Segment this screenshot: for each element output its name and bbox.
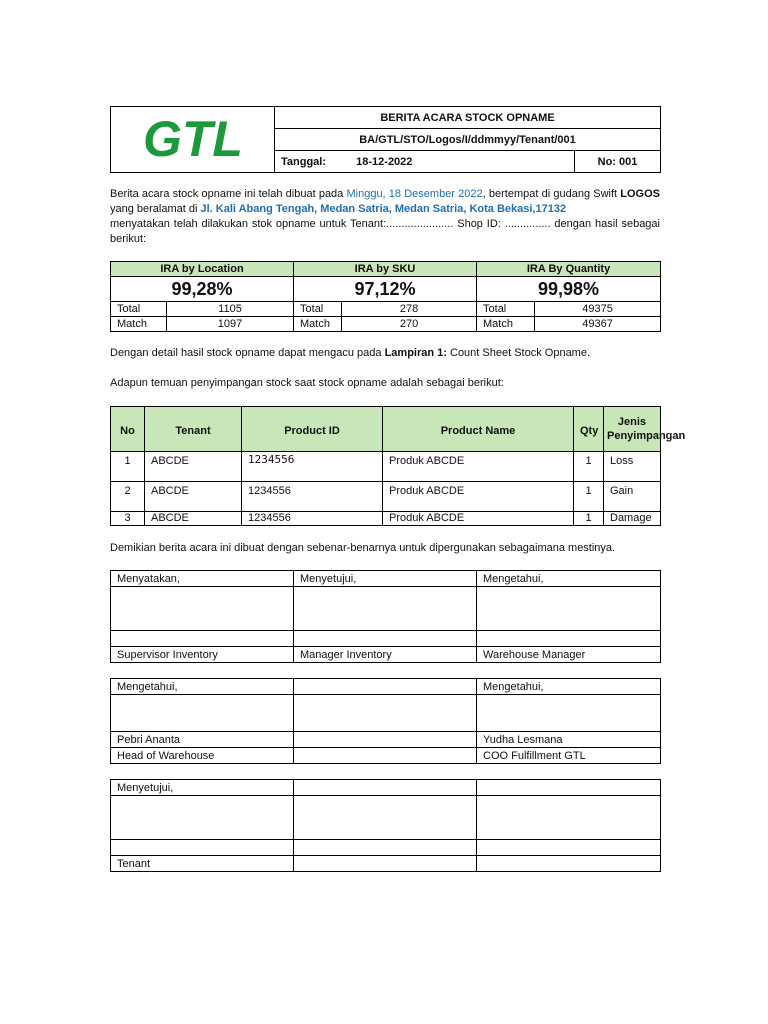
- intro-text-b: , bertempat di gudang Swift: [482, 188, 621, 200]
- row-no: 3: [111, 512, 145, 526]
- doc-title: BERITA ACARA STOCK OPNAME: [275, 107, 661, 129]
- signature-blank: [294, 856, 477, 872]
- signature-space: [477, 695, 661, 732]
- ira-total-label: Total: [294, 302, 342, 317]
- row-product-id: 1234556: [242, 512, 383, 526]
- col-header-qty: Qty: [574, 407, 604, 452]
- row-product-id: 1234556: [242, 482, 383, 512]
- signature-blank: [294, 679, 477, 695]
- header-table: [110, 106, 661, 173]
- table-row: [111, 452, 661, 482]
- signature-table-3: [110, 779, 661, 872]
- signature-blank: [294, 780, 477, 796]
- signature-space: [294, 796, 477, 840]
- gtl-logo-icon: [123, 110, 263, 166]
- row-qty: 1: [574, 452, 604, 482]
- signature-space: [111, 695, 294, 732]
- ira-quantity-value: 99,98%: [477, 277, 661, 302]
- col-header-no: No: [111, 407, 145, 452]
- row-product-name: Produk ABCDE: [383, 452, 574, 482]
- signature-table-1: [110, 570, 661, 663]
- col-header-product-id: Product ID: [242, 407, 383, 452]
- intro-paragraph: [110, 187, 660, 217]
- signature-blank: [294, 732, 477, 748]
- doc-no: No: 001: [575, 151, 661, 173]
- ira-match-label: Match: [477, 317, 535, 332]
- intro-date: Minggu, 18 Desember 2022: [346, 188, 483, 200]
- role-head-warehouse: Head of Warehouse: [111, 748, 294, 764]
- role-warehouse-manager: Warehouse Manager: [477, 647, 661, 663]
- signature-blank: [477, 856, 661, 872]
- ira-location-value: 99,28%: [111, 277, 294, 302]
- ira-total-label: Total: [477, 302, 535, 317]
- intro-text-a: Berita acara stock opname ini telah dibuat pada: [110, 188, 347, 200]
- row-no: 2: [111, 482, 145, 512]
- sign-acknowledge-label: Mengetahui,: [477, 571, 661, 587]
- signature-name-blank: [477, 631, 661, 647]
- date-label: Tanggal:: [281, 155, 327, 168]
- signature-blank: [477, 780, 661, 796]
- ira-sku-label: IRA by SKU: [294, 262, 477, 277]
- row-product-id: 1234556: [242, 452, 383, 482]
- role-tenant: Tenant: [111, 856, 294, 872]
- role-coo: COO Fulfillment GTL: [477, 748, 661, 764]
- col-header-deviation-type: Jenis Penyimpangan: [604, 407, 661, 452]
- row-tenant: ABCDE: [145, 512, 242, 526]
- signature-name-blank: [294, 631, 477, 647]
- signer-name-coo: Yudha Lesmana: [477, 732, 661, 748]
- ira-match-label: Match: [111, 317, 167, 332]
- row-product-name: Produk ABCDE: [383, 512, 574, 526]
- signature-name-blank: [477, 840, 661, 856]
- ira-location-label: IRA by Location: [111, 262, 294, 277]
- sign-declare-label: Menyatakan,: [111, 571, 294, 587]
- signature-table-2: [110, 678, 661, 764]
- row-tenant: ABCDE: [145, 482, 242, 512]
- role-supervisor-inventory: Supervisor Inventory: [111, 647, 294, 663]
- signature-name-blank: [294, 840, 477, 856]
- ira-quantity-label: IRA By Quantity: [477, 262, 661, 277]
- row-deviation-type: Loss: [604, 452, 661, 482]
- date-cell: [275, 151, 575, 173]
- logo-text: GTL: [142, 111, 243, 166]
- logo-cell: [111, 107, 275, 173]
- ira-sku-value: 97,12%: [294, 277, 477, 302]
- signature-space: [477, 587, 661, 631]
- signature-space: [111, 796, 294, 840]
- table-row: [111, 512, 661, 526]
- sign-approve-label: Menyetujui,: [111, 780, 294, 796]
- detail-paragraph: [110, 346, 660, 361]
- signature-space: [477, 796, 661, 840]
- detail-text-c: Count Sheet Stock Opname.: [446, 347, 591, 359]
- signature-space: [294, 695, 477, 732]
- sign-approve-label: Menyetujui,: [294, 571, 477, 587]
- detail-attachment: Lampiran 1:: [384, 347, 447, 359]
- deviation-table: [110, 406, 686, 526]
- ira-location-match: 1097: [167, 317, 294, 332]
- role-manager-inventory: Manager Inventory: [294, 647, 477, 663]
- row-qty: 1: [574, 482, 604, 512]
- signature-name-blank: [111, 840, 294, 856]
- signature-space: [294, 587, 477, 631]
- findings-intro: Adapun temuan penyimpangan stock saat stock opname adalah sebagai berikut:: [110, 377, 504, 389]
- detail-text-a: Dengan detail hasil stock opname dapat mengacu pada: [110, 347, 385, 359]
- intro-address: Jl. Kali Abang Tengah, Medan Satria, Medan Satria, Kota Bekasi,17132: [200, 203, 567, 215]
- ira-sku-total: 278: [342, 302, 477, 317]
- ira-quantity-match: 49367: [535, 317, 661, 332]
- signature-space: [111, 587, 294, 631]
- intro-paragraph-2: menyatakan telah dilakukan stok opname untuk Tenant:...................... Shop ID: ............... dengan hasil sebagai berikut:: [110, 218, 660, 245]
- col-header-product-name: Product Name: [383, 407, 574, 452]
- signer-name-head-warehouse: Pebri Ananta: [111, 732, 294, 748]
- row-product-name: Produk ABCDE: [383, 482, 574, 512]
- row-no: 1: [111, 452, 145, 482]
- intro-text-c: yang beralamat di: [110, 203, 201, 215]
- row-deviation-type: Gain: [604, 482, 661, 512]
- sign-acknowledge-label: Mengetahui,: [477, 679, 661, 695]
- col-header-tenant: Tenant: [145, 407, 242, 452]
- ira-match-label: Match: [294, 317, 342, 332]
- date-value: 18-12-2022: [356, 155, 413, 168]
- ira-sku-match: 270: [342, 317, 477, 332]
- row-deviation-type: Damage: [604, 512, 661, 526]
- sign-acknowledge-label: Mengetahui,: [111, 679, 294, 695]
- row-qty: 1: [574, 512, 604, 526]
- document-page: [110, 106, 686, 872]
- ira-total-label: Total: [111, 302, 167, 317]
- intro-brand: LOGOS: [620, 188, 661, 200]
- row-tenant: ABCDE: [145, 452, 242, 482]
- closing-paragraph: Demikian berita acara ini dibuat dengan sebenar-benarnya untuk dipergunakan sebagaimana mestinya.: [110, 542, 616, 554]
- table-row: [111, 482, 661, 512]
- signature-name-blank: [111, 631, 294, 647]
- ira-quantity-total: 49375: [535, 302, 661, 317]
- ira-location-total: 1105: [167, 302, 294, 317]
- doc-number: BA/GTL/STO/Logos/I/ddmmyy/Tenant/001: [275, 129, 661, 151]
- ira-table: [110, 261, 661, 332]
- signature-blank: [294, 748, 477, 764]
